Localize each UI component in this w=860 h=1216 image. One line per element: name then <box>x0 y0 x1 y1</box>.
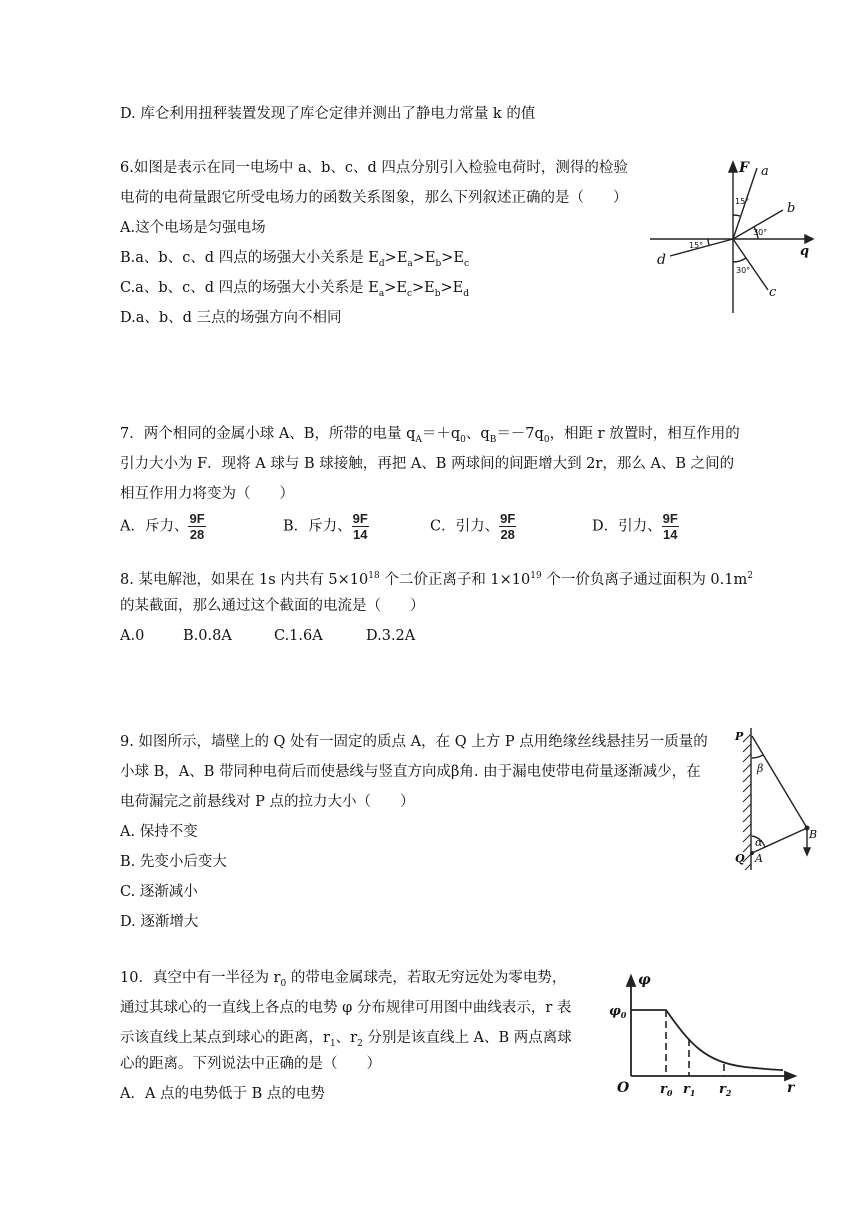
q6-option-d: D.a、b、d 三点的场强方向不相同 <box>120 310 342 326</box>
q7-option-b-fraction: $\frac{9F}{14}$ <box>352 511 368 542</box>
q7-stem-line3: 相互作用力将变为（ ） <box>120 486 294 502</box>
q6-arc-d <box>708 239 709 245</box>
q10-label-phi: φ <box>638 972 651 988</box>
q6-angle-a: 15° <box>735 197 750 206</box>
q8-stem-line1: 8. 某电解池，如果在 1s 内共有 $5\times 10^{18}$ 个二价正离子和 $1\times 10^{19}$ 个一价负离子通过面积为 $0.1m^2$ <box>120 571 753 588</box>
q9-label-beta: β <box>757 762 764 775</box>
q9-stem-line3: 电荷漏完之前悬线对 P 点的拉力大小（ ） <box>120 794 415 810</box>
q10-label-o: O <box>617 1080 630 1096</box>
q10-label-r2: $r_2$ <box>719 1082 732 1098</box>
q9-option-d: D. 逐渐增大 <box>120 914 199 930</box>
q6-stem-line2: 电荷的电荷量跟它所受电场力的函数关系图象，那么下列叙述正确的是（ ） <box>120 190 628 206</box>
q9-label-q: Q <box>735 852 745 865</box>
q6-option-b: B.a、b、c、d 四点的场强大小关系是 $E_d>E_a>E_b>E_c$ <box>120 250 470 269</box>
q7-option-d-label: D．引力、 <box>592 518 662 535</box>
q9-arc-beta <box>752 755 763 758</box>
q6-figure <box>645 158 815 318</box>
q9-label-p: P <box>735 730 744 743</box>
q7-option-c <box>430 512 516 541</box>
q6-label-b: b <box>787 201 796 216</box>
q9-stem-line2: 小球 B，A、B 带同种电荷后而使悬线与竖直方向成β角. 由于漏电使带电荷量逐渐减少，在 <box>120 764 701 780</box>
q6-option-a: A.这个电场是匀强电场 <box>120 220 266 236</box>
q10-label-r: r <box>787 1080 795 1096</box>
q6-stem-line1: 6.如图是表示在同一电场中 a、b、c、d 四点分别引入检验电荷时，测得的检验 <box>120 160 628 176</box>
q6-label-c: c <box>769 285 777 300</box>
q6-line-c <box>733 239 768 290</box>
q10-stem-line2: 通过其球心的一直线上各点的电势 φ 分布规律可用图中曲线表示，r 表 <box>120 1000 572 1016</box>
q6-label-a: a <box>761 164 769 179</box>
q8-option-d: D.3.2A <box>366 628 416 644</box>
q7-stem-line1: 7．两个相同的金属小球 A、B，所带的电量 $q_A=+q_0$、$q_B=-7q_0$，相距 r 放置时，相互作用的 <box>120 426 740 445</box>
q9-label-a: A <box>755 852 763 865</box>
q9-stem-line1: 9. 如图所示，墙壁上的 Q 处有一固定的质点 A，在 Q 上方 P 点用绝缘丝线悬挂另一质量的 <box>120 734 708 750</box>
q6-f-arrowhead <box>729 162 737 172</box>
q6-angle-c: 30° <box>736 266 751 275</box>
q7-option-a <box>120 512 206 541</box>
q10-label-phi0: $\varphi_0$ <box>609 1004 627 1020</box>
q7-option-c-label: C．引力、 <box>430 518 500 535</box>
q8-option-a: A.0 <box>120 628 145 644</box>
q10-phi-arrowhead <box>627 976 635 986</box>
q10-potential-curve <box>631 1010 783 1070</box>
q9-gravity-arrowhead <box>804 848 810 855</box>
q6-label-f: F <box>739 160 749 176</box>
q9-option-b: B. 先变小后变大 <box>120 854 227 870</box>
q10-stem-line3: 示该直线上某点到球心的距离，$r_1$、$r_2$ 分别是该直线上 A、B 两点离球 <box>120 1030 572 1049</box>
q6-angle-d: 15° <box>689 241 704 250</box>
q10-label-r0: $r_0$ <box>660 1082 673 1098</box>
q9-option-a: A. 保持不变 <box>120 824 198 840</box>
q6-arc-c <box>733 258 746 262</box>
q10-label-r1: $r_1$ <box>683 1082 696 1098</box>
q10-stem-line1: 10．真空中有一半径为 $r_0$ 的带电金属球壳，若取无穷远处为零电势， <box>120 970 567 989</box>
q9-point-a <box>750 851 754 855</box>
q7-option-a-label: A．斥力、 <box>120 518 189 535</box>
q10-figure <box>605 964 805 1100</box>
q9-thread-pb <box>752 736 807 828</box>
q9-option-c: C. 逐渐减小 <box>120 884 198 900</box>
q7-stem-line2: 引力大小为 F．现将 A 球与 B 球接触，再把 A、B 两球间的间距增大到 2r，那么 A、B 之间的 <box>120 456 735 472</box>
q10-r-arrowhead <box>785 1072 795 1080</box>
q9-figure <box>725 724 830 874</box>
q9-label-b: B <box>809 828 818 841</box>
q8-option-c: C.1.6A <box>274 628 323 644</box>
q7-option-d <box>592 512 679 541</box>
q7-option-d-fraction: $\frac{9F}{14}$ <box>662 511 678 542</box>
q6-label-d: d <box>657 252 666 268</box>
q7-option-c-fraction: $\frac{9F}{28}$ <box>500 511 516 542</box>
q9-wall-hatching <box>743 734 751 870</box>
q6-arc-a <box>733 215 740 216</box>
q10-stem-line4: 心的距离。下列说法中正确的是（ ） <box>120 1056 381 1072</box>
q7-option-b-label: B．斥力、 <box>283 518 352 535</box>
q8-stem-line2: 的某截面，那么通过这个截面的电流是（ ） <box>120 598 425 614</box>
q8-option-b: B.0.8A <box>183 628 232 644</box>
q6-option-c: C.a、b、c、d 四点的场强大小关系是 $E_a>E_c>E_b>E_d$ <box>120 280 469 299</box>
q5-option-d: D. 库仑利用扭秤装置发现了库仑定律并测出了静电力常量 k 的值 <box>120 106 536 122</box>
q7-option-a-fraction: $\frac{9F}{28}$ <box>189 511 205 542</box>
q7-option-b <box>283 512 369 541</box>
q6-label-q: q <box>800 244 810 259</box>
q9-label-alpha: α <box>755 836 763 849</box>
q10-option-a: A．A 点的电势低于 B 点的电势 <box>120 1086 325 1102</box>
q6-angle-b: 30° <box>753 228 768 237</box>
q6-q-arrowhead <box>805 235 813 243</box>
